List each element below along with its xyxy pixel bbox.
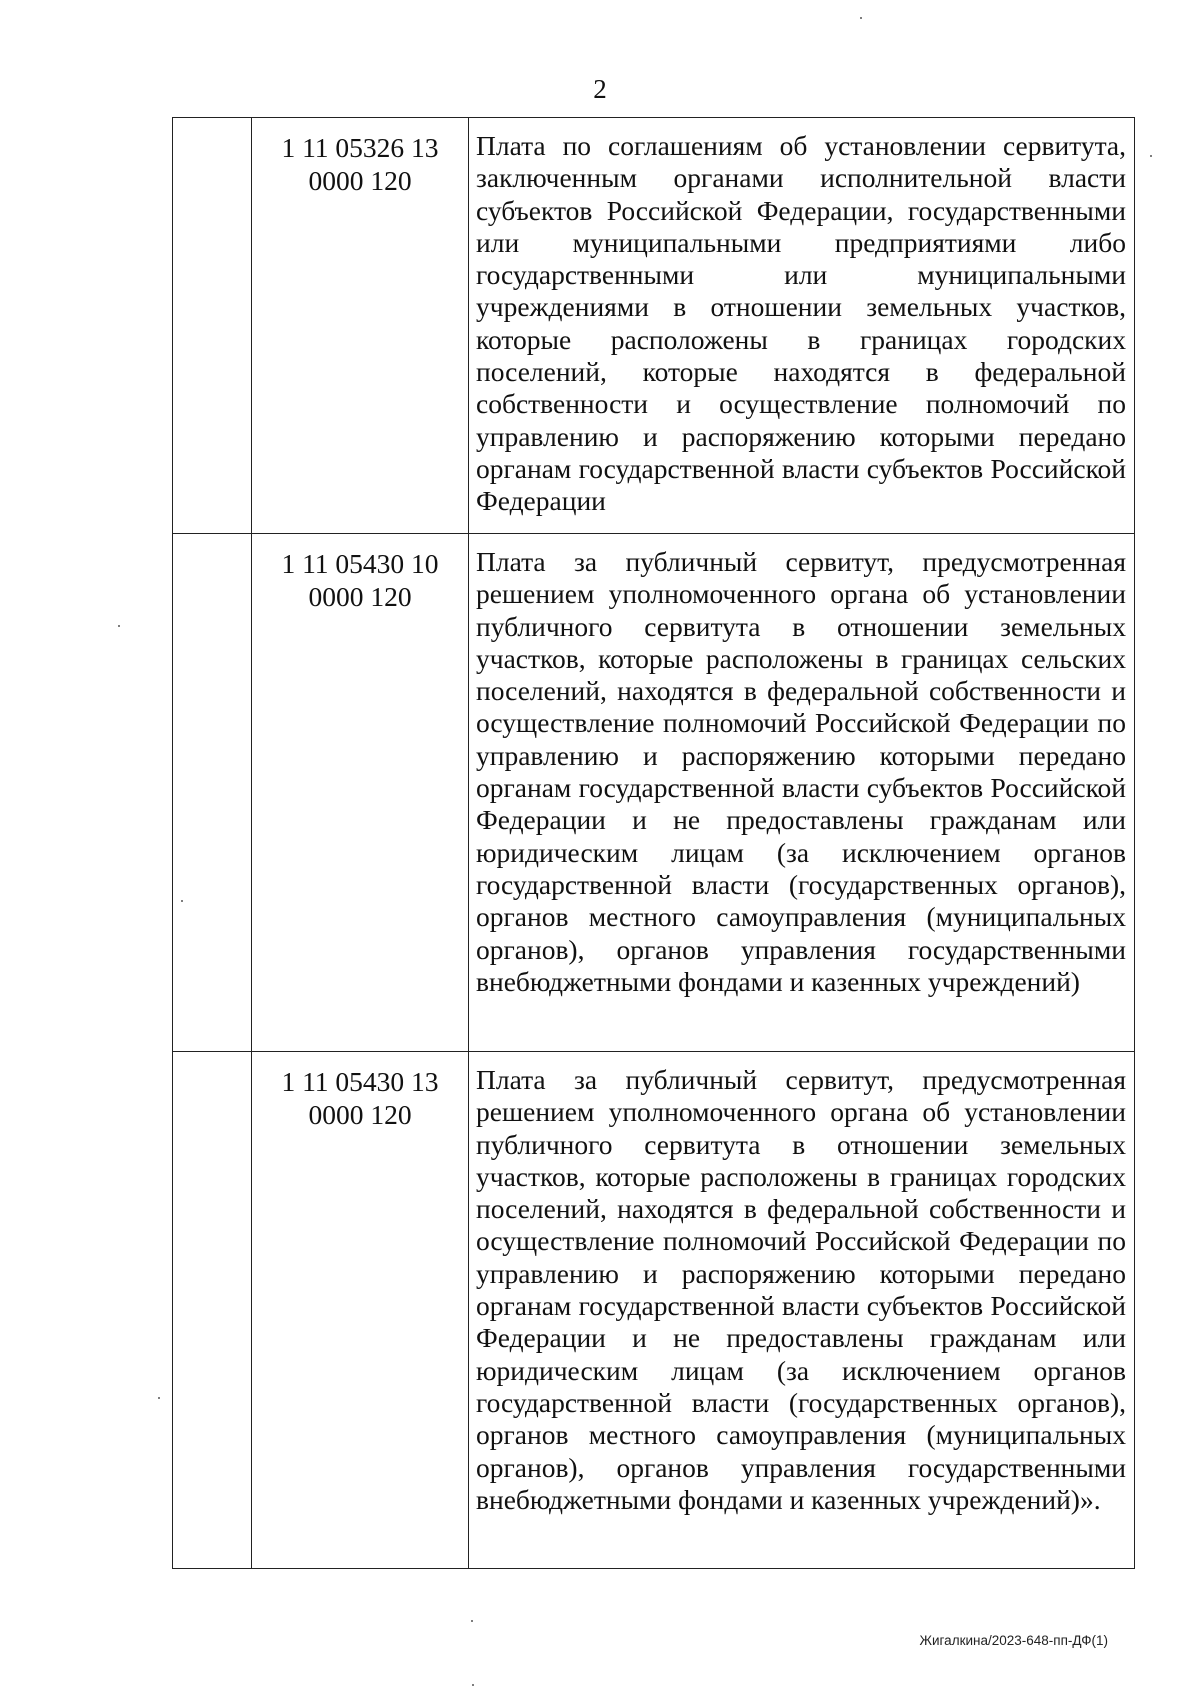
table-row	[173, 534, 1135, 1052]
empty-cell	[173, 534, 252, 1052]
budget-code-line: 0000 120	[308, 1099, 412, 1130]
scan-speck	[1150, 155, 1152, 157]
scan-speck	[118, 625, 120, 627]
scan-speck	[158, 1397, 160, 1399]
budget-code-cell	[252, 534, 469, 1052]
budget-code-line: 0000 120	[308, 581, 412, 612]
description-cell: Плата за публичный сервитут, предусмотренная решением уполномоченного органа об установлении публичного сервитута в отношении земельных участков, которые расположены в границах городских поселений, находятся в федеральной собственности и осуществление полномочий Российской Федерации по управлению и распоряжению которыми передано органам государственной власти субъектов Российской Федерации и не предоставлены гражданам или юридическим лицам (за исключением органов государственной власти (государственных органов), органов местного самоуправления (муниципальных органов), органов управления государственными внебюджетными фондами и казенных учреждений)».	[469, 1052, 1135, 1569]
budget-code-line: 1 11 05326 13	[281, 132, 439, 163]
table-row	[173, 1052, 1135, 1569]
budget-code-line: 0000 120	[308, 165, 412, 196]
empty-cell	[173, 1052, 252, 1569]
budget-code-line: 1 11 05430 13	[281, 1066, 439, 1097]
budget-code-line: 1 11 05430 10	[281, 548, 439, 579]
scan-speck	[860, 17, 862, 19]
revenue-code-table	[172, 117, 1135, 1569]
scan-speck	[181, 900, 183, 902]
table-row	[173, 118, 1135, 534]
document-reference: Жигалкина/2023-648-пп-ДФ(1)	[919, 1633, 1108, 1648]
scan-speck	[472, 1684, 474, 1686]
description-cell: Плата по соглашениям об установлении сервитута, заключенным органами исполнительной власти субъектов Российской Федерации, государственными или муниципальными предприятиями либо государственными или муниципальными учреждениями в отношении земельных участков, которые расположены в границах городских поселений, которые находятся в федеральной собственности и осуществление полномочий по управлению и распоряжению которыми передано органам государственной власти субъектов Российской Федерации	[469, 118, 1135, 534]
budget-code-cell	[252, 118, 469, 534]
scan-speck	[471, 1620, 473, 1622]
budget-code-cell	[252, 1052, 469, 1569]
empty-cell	[173, 118, 252, 534]
page-number: 2	[593, 74, 607, 104]
description-cell: Плата за публичный сервитут, предусмотренная решением уполномоченного органа об установлении публичного сервитута в отношении земельных участков, которые расположены в границах сельских поселений, находятся в федеральной собственности и осуществление полномочий Российской Федерации по управлению и распоряжению которыми передано органам государственной власти субъектов Российской Федерации и не предоставлены гражданам или юридическим лицам (за исключением органов государственной власти (государственных органов), органов местного самоуправления (муниципальных органов), органов управления государственными внебюджетными фондами и казенных учреждений)	[469, 534, 1135, 1052]
